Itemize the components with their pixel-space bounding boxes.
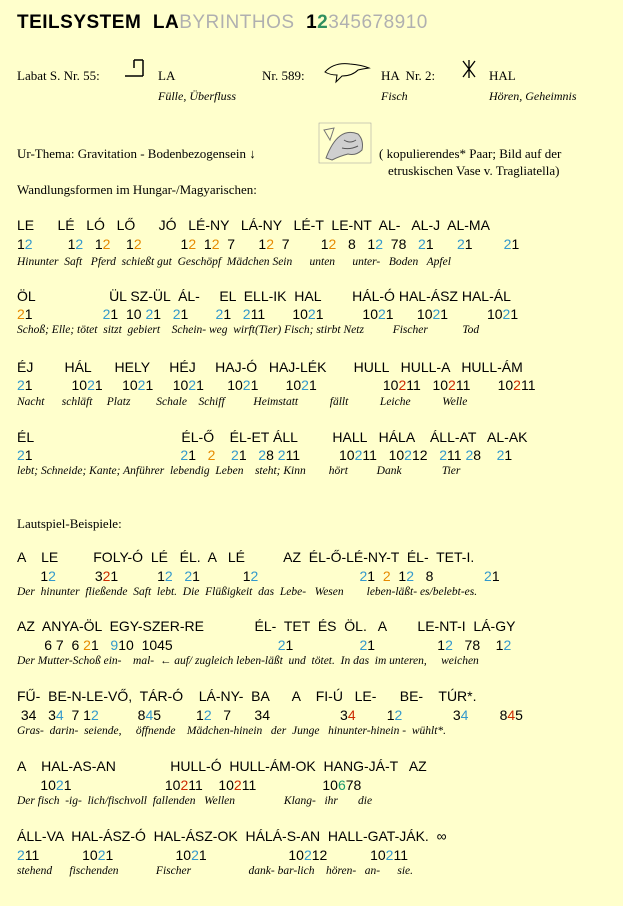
example5-translation: stehend fischenden Fischer dank- bar-lich hören- an- sie. [17,865,414,877]
example3-numbers: 34 34 7 12 845 12 7 34 34 12 34 845 [17,707,523,723]
cuneiform-hal-icon [459,58,479,80]
example4-translation: Der fisch -ig- lich/fischvoll fallenden Wellen Klang- ihr die [17,795,373,807]
block3-numbers: 21 1021 1021 1021 1021 1021 10211 10211 10211 [17,377,536,393]
block4-numbers: 21 21 2 21 28 211 10211 10212 211 28 21 [17,447,513,463]
block1-words: LE LÉ LÓ LŐ JÓ LÉ-NY LÁ-NY LÉ-T LE-NT AL- AL-J AL-MA [17,217,490,233]
meaning-la: Fülle, Überfluss [158,89,236,103]
sign-hal: HAL [489,68,516,83]
example1-words: A LE FOLY-Ó LÉ ÉL. A LÉ AZ ÉL-Ő-LÉ-NY-T ÉL- TET-I. [17,549,475,565]
meaning-ha: Fisch [381,89,408,103]
example2-words: AZ ANYA-ÖL EGY-SZER-RE ÉL- TET ÉS ÖL. A LE-NT-I LÁ-GY [17,618,516,634]
example2-translation: Der Mutter-Schoß ein- mal- ← auf/ zugleich leben-läßt und tötet. In das im unteren, weichen [17,655,479,667]
block1-translation: Hinunter Saft Pferd schießt gut Geschöpf Mädchen Sein unten unter- Boden Apfel [17,256,451,268]
nr589-label: Nr. 589: [262,68,305,83]
block2-numbers: 21 21 10 21 21 21 211 1021 1021 1021 1021 [17,306,519,322]
block2-translation: Schoß; Elle; tötet sitzt gebiert Schein- weg wirft(Tier) Fisch; stirbt Netz Fischer Tod [17,324,480,336]
block1-numbers: 12 12 12 12 12 12 7 12 7 12 8 12 78 21 21 21 [17,236,520,252]
example5-numbers: 211 1021 1021 10212 10211 [17,847,409,863]
meaning-hal: Hören, Geheimnis [489,89,577,103]
sign-la: LA [158,68,176,83]
labat-label: Labat S. Nr. 55: [17,68,100,83]
page-title: TEILSYSTEM LABYRINTHOS 12345678910 [17,12,428,33]
vase-image-icon [318,122,372,164]
example3-translation: Gras- darin- seiende, öffnende Mädchen-hinein der Junge hinunter-hinein - wühlt*. [17,725,447,737]
sign-ha: HA Nr. 2: [381,68,436,83]
block4-words: ÉL ÉL-Ő ÉL-ET ÁLL HALL HÁLA ÁLL-AT AL-AK [17,429,528,445]
cuneiform-la-icon [122,56,146,78]
lautspiel-heading: Lautspiel-Beispiele: [17,516,122,531]
example2-numbers: 6 7 6 21 910 1045 21 21 12 78 12 [17,637,512,653]
example3-words: FŰ- BE-N-LE-VŐ, TÁR-Ó LÁ-NY- BA A FI-Ú LE- BE- TÚR*. [17,688,477,704]
example5-words: ÁLL-VA HAL-ÁSZ-Ó HAL-ÁSZ-OK HÁLÁ-S-AN HALL-GAT-JÁK. ∞ [17,828,447,844]
block4-translation: lebt; Schneide; Kante; Anführer lebendig Leben steht; Kinn hört Dank Tier [17,465,461,477]
dolphin-icon [322,56,372,84]
urthema-note1: ( kopulierendes* Paar; Bild auf der [379,146,562,161]
block2-words: ÖL ÜL SZ-ÜL ÁL- EL ELL-IK HAL HÁL-Ó HAL-ÁSZ HAL-ÁL [17,288,511,304]
example1-numbers: 12 321 12 21 12 21 2 12 8 21 [17,568,500,584]
example4-words: A HAL-AS-AN HULL-Ó HULL-ÁM-OK HANG-JÁ-T AZ [17,758,427,774]
example1-translation: Der hinunter fließende Saft lebt. Die Flüßigkeit das Lebe- Wesen leben-läßt- es/belebt-es. [17,586,478,598]
block3-words: ÉJ HÁL HELY HÉJ HAJ-Ó HAJ-LÉK HULL HULL-A HULL-ÁM [17,359,523,375]
wandlung-heading: Wandlungsformen im Hungar-/Magyarischen: [17,182,257,197]
urthema-note2: etruskischen Vase v. Tragliatella) [388,163,560,178]
urthema-text: Ur-Thema: Gravitation - Bodenbezogensein ↓ [17,146,256,161]
block3-translation: Nacht schläft Platz Schale Schiff Heimstatt fällt Leiche Welle [17,396,468,408]
example4-numbers: 1021 10211 10211 10678 [17,777,362,793]
